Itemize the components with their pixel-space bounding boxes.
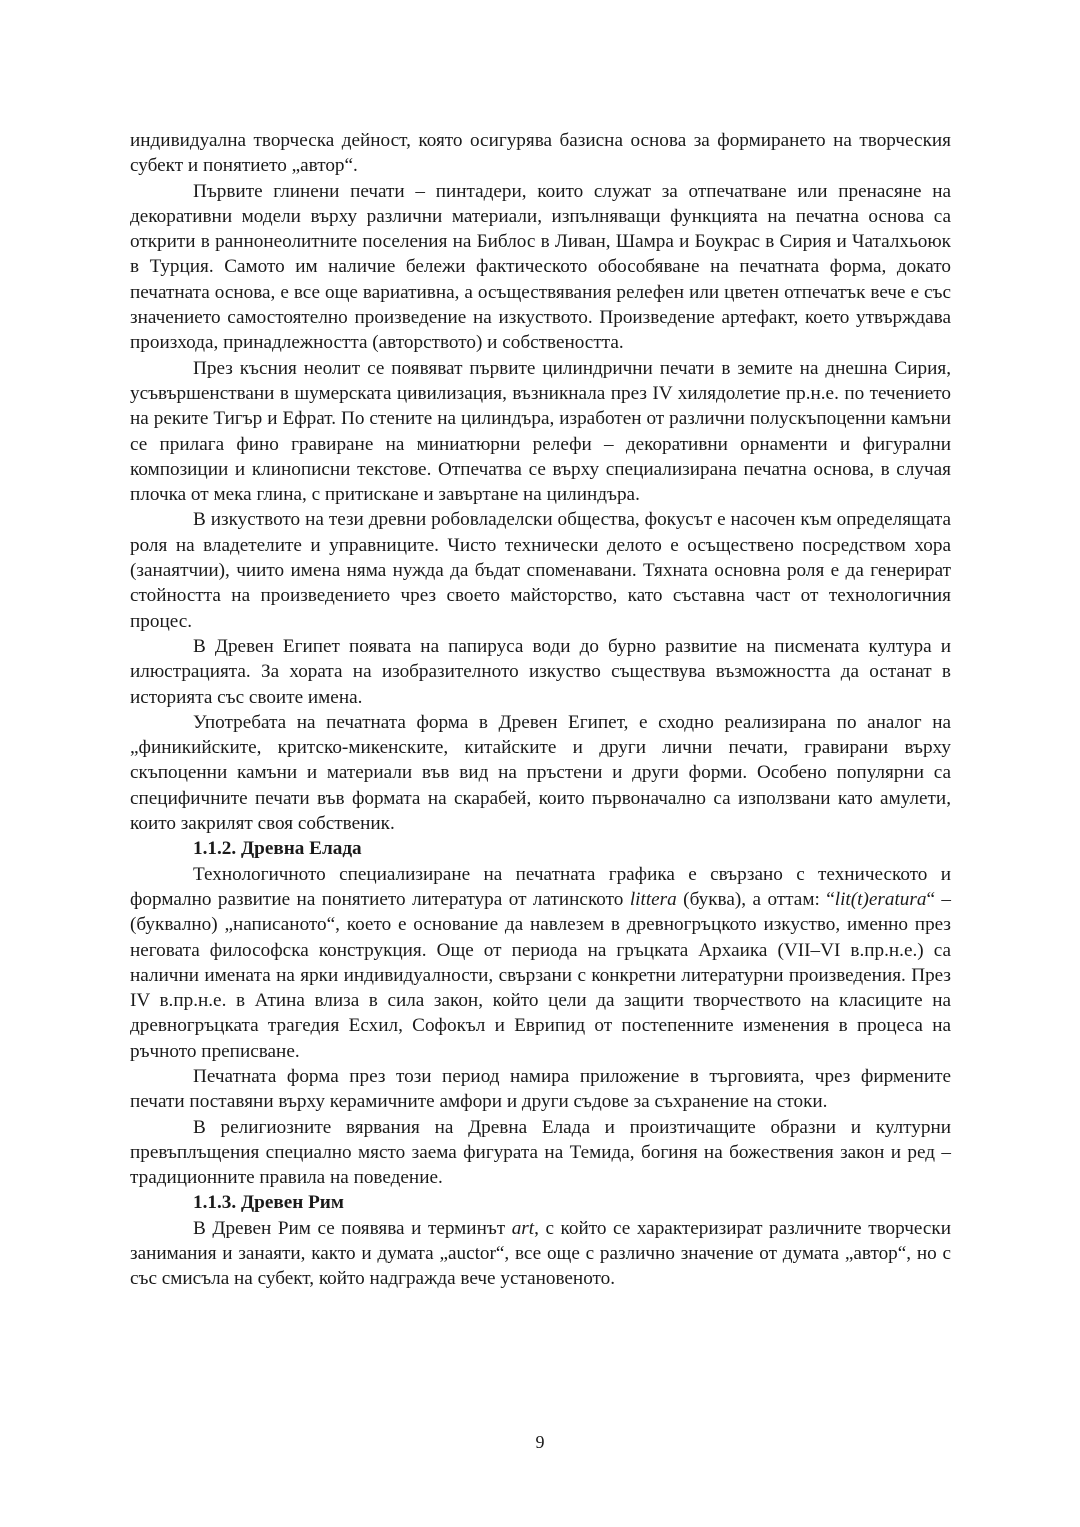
section-heading-ancient-greece: 1.1.2. Древна Елада xyxy=(193,838,362,860)
text-segment: В Древен Рим се появява и терминът xyxy=(193,1217,512,1239)
paragraph-rome-art xyxy=(130,1216,951,1292)
term-art: art xyxy=(511,1217,535,1239)
document-body xyxy=(130,128,951,1292)
text-segment: (буква), а оттам: “ xyxy=(676,888,835,910)
paragraph-egypt-seals: Употребата на печатната форма в Древен Египет, е сходно реализирана по аналог на „финикийските, критско-микенските, китайските и други лични печати, гравирани върху скъпоценни камъни и материали във вид на пръстени и други форми. Особено популярни са специфичните печати във формата на скарабей, които първоначално са използвани като амулети, които закрилят своя собственик. xyxy=(130,711,951,835)
text-segment: “ – (буквално) „написаното“, което е основание да навлезем в древногръцкото изкуство, именно през неговата философска конструкция. Още от периода на гръцката Архаика (VII–VI в.пр.н.е.) са налични имената на ярки индивидуалности, свързани с конкретни литературни произведения. През IV в.пр.н.е. в Атина влиза в сила закон, който цели да защити творчеството на класиците на древногръцката трагедия Есхил, Софокъл и Еврипид от постепенните изменения в процеса на ръчното преписване. xyxy=(130,888,951,1062)
paragraph-greece-themis: В религиозните вярвания на Древна Елада и произтичащите образни и културни превъплъщения специално място заема фигурата на Темида, богиня на божествения закон и ред – традиционните правила на поведение. xyxy=(130,1116,951,1189)
term-littera: littera xyxy=(629,888,677,910)
paragraph-greece-trade-seals: Печатната форма през този период намира приложение в търговията, чрез фирмените печати поставяни върху керамичните амфори и други съдове за съхранение на стоки. xyxy=(130,1065,951,1113)
term-literatura: lit(t)eratura xyxy=(834,888,927,910)
section-heading-ancient-rome: 1.1.3. Древен Рим xyxy=(193,1192,344,1214)
paragraph-egypt-papyrus: В Древен Египет появата на папируса води до бурно развитие на писмената култура и илюстрацията. За хората на изобразителното изкуство съществува възможността да останат в историята със своите имена. xyxy=(130,635,951,708)
paragraph-slave-societies: В изкуството на тези древни робовладелски общества, фокусът е насочен към определящата роля на владетелите и управниците. Чисто технически делото е осъществено посредством хора (занаятчии), чиито имена няма нужда да бъдат споменавани. Тяхната основна роля е да генерират стойността на произведението чрез своето майсторство, като съставна част от технологичния процес. xyxy=(130,509,951,632)
page-number: 9 xyxy=(535,1432,545,1452)
text-segment: Технологичното специализиране на печатната графика е свързано с техническото и формално развитие на понятието литература от латинското xyxy=(130,863,951,910)
paragraph-pintaderi: Първите глинени печати – пинтадери, които служат за отпечатване или пренасяне на декоративни модели върху различни материали, изпълняващи функцията на печатна основа са открити в раннонеолитните поселения на Библос в Ливан, Шамра и Боукрас в Сирия и Чаталхьоюк в Турция. Самото им наличие бележи фактическото обособяване на печатната форма, докато печатната основа, е все още вариативна, а осъществявания релефен или цветен отпечатък вече е със значението самостоятелно произведение на изкуството. Произведение артефакт, което утвърждава произхода, принадлежността (авторството) и собствеността. xyxy=(130,180,951,354)
text-segment: , с който се характеризират различните творчески занимания и занаяти, както и думата „auctor“, все още с различно значение от думата „автор“, но с със смисъла на субект, който надгражда вече установеното. xyxy=(130,1217,951,1290)
paragraph-cylinder-seals: През късния неолит се появяват първите цилиндрични печати в земите на днешна Сирия, усъвършенствани в шумерската цивилизация, възникнала през IV хилядолетие пр.н.е. по течението на реките Тигър и Ефрат. По стените на цилиндъра, изработен от различни полускъпоценни камъни се прилага фино гравиране на миниатюрни релефи – декоративни орнаменти и фигурални композиции и клинописни текстове. Отпечатва се върху специализирана печатна основа, в случая плочка от мека глина, с притискане и завъртане на цилиндъра. xyxy=(130,357,951,506)
paragraph-continuation: индивидуална творческа дейност, която осигурява базисна основа за формирането на творческия субект и понятието „автор“. xyxy=(130,130,951,177)
paragraph-greece-literature xyxy=(130,862,951,1064)
